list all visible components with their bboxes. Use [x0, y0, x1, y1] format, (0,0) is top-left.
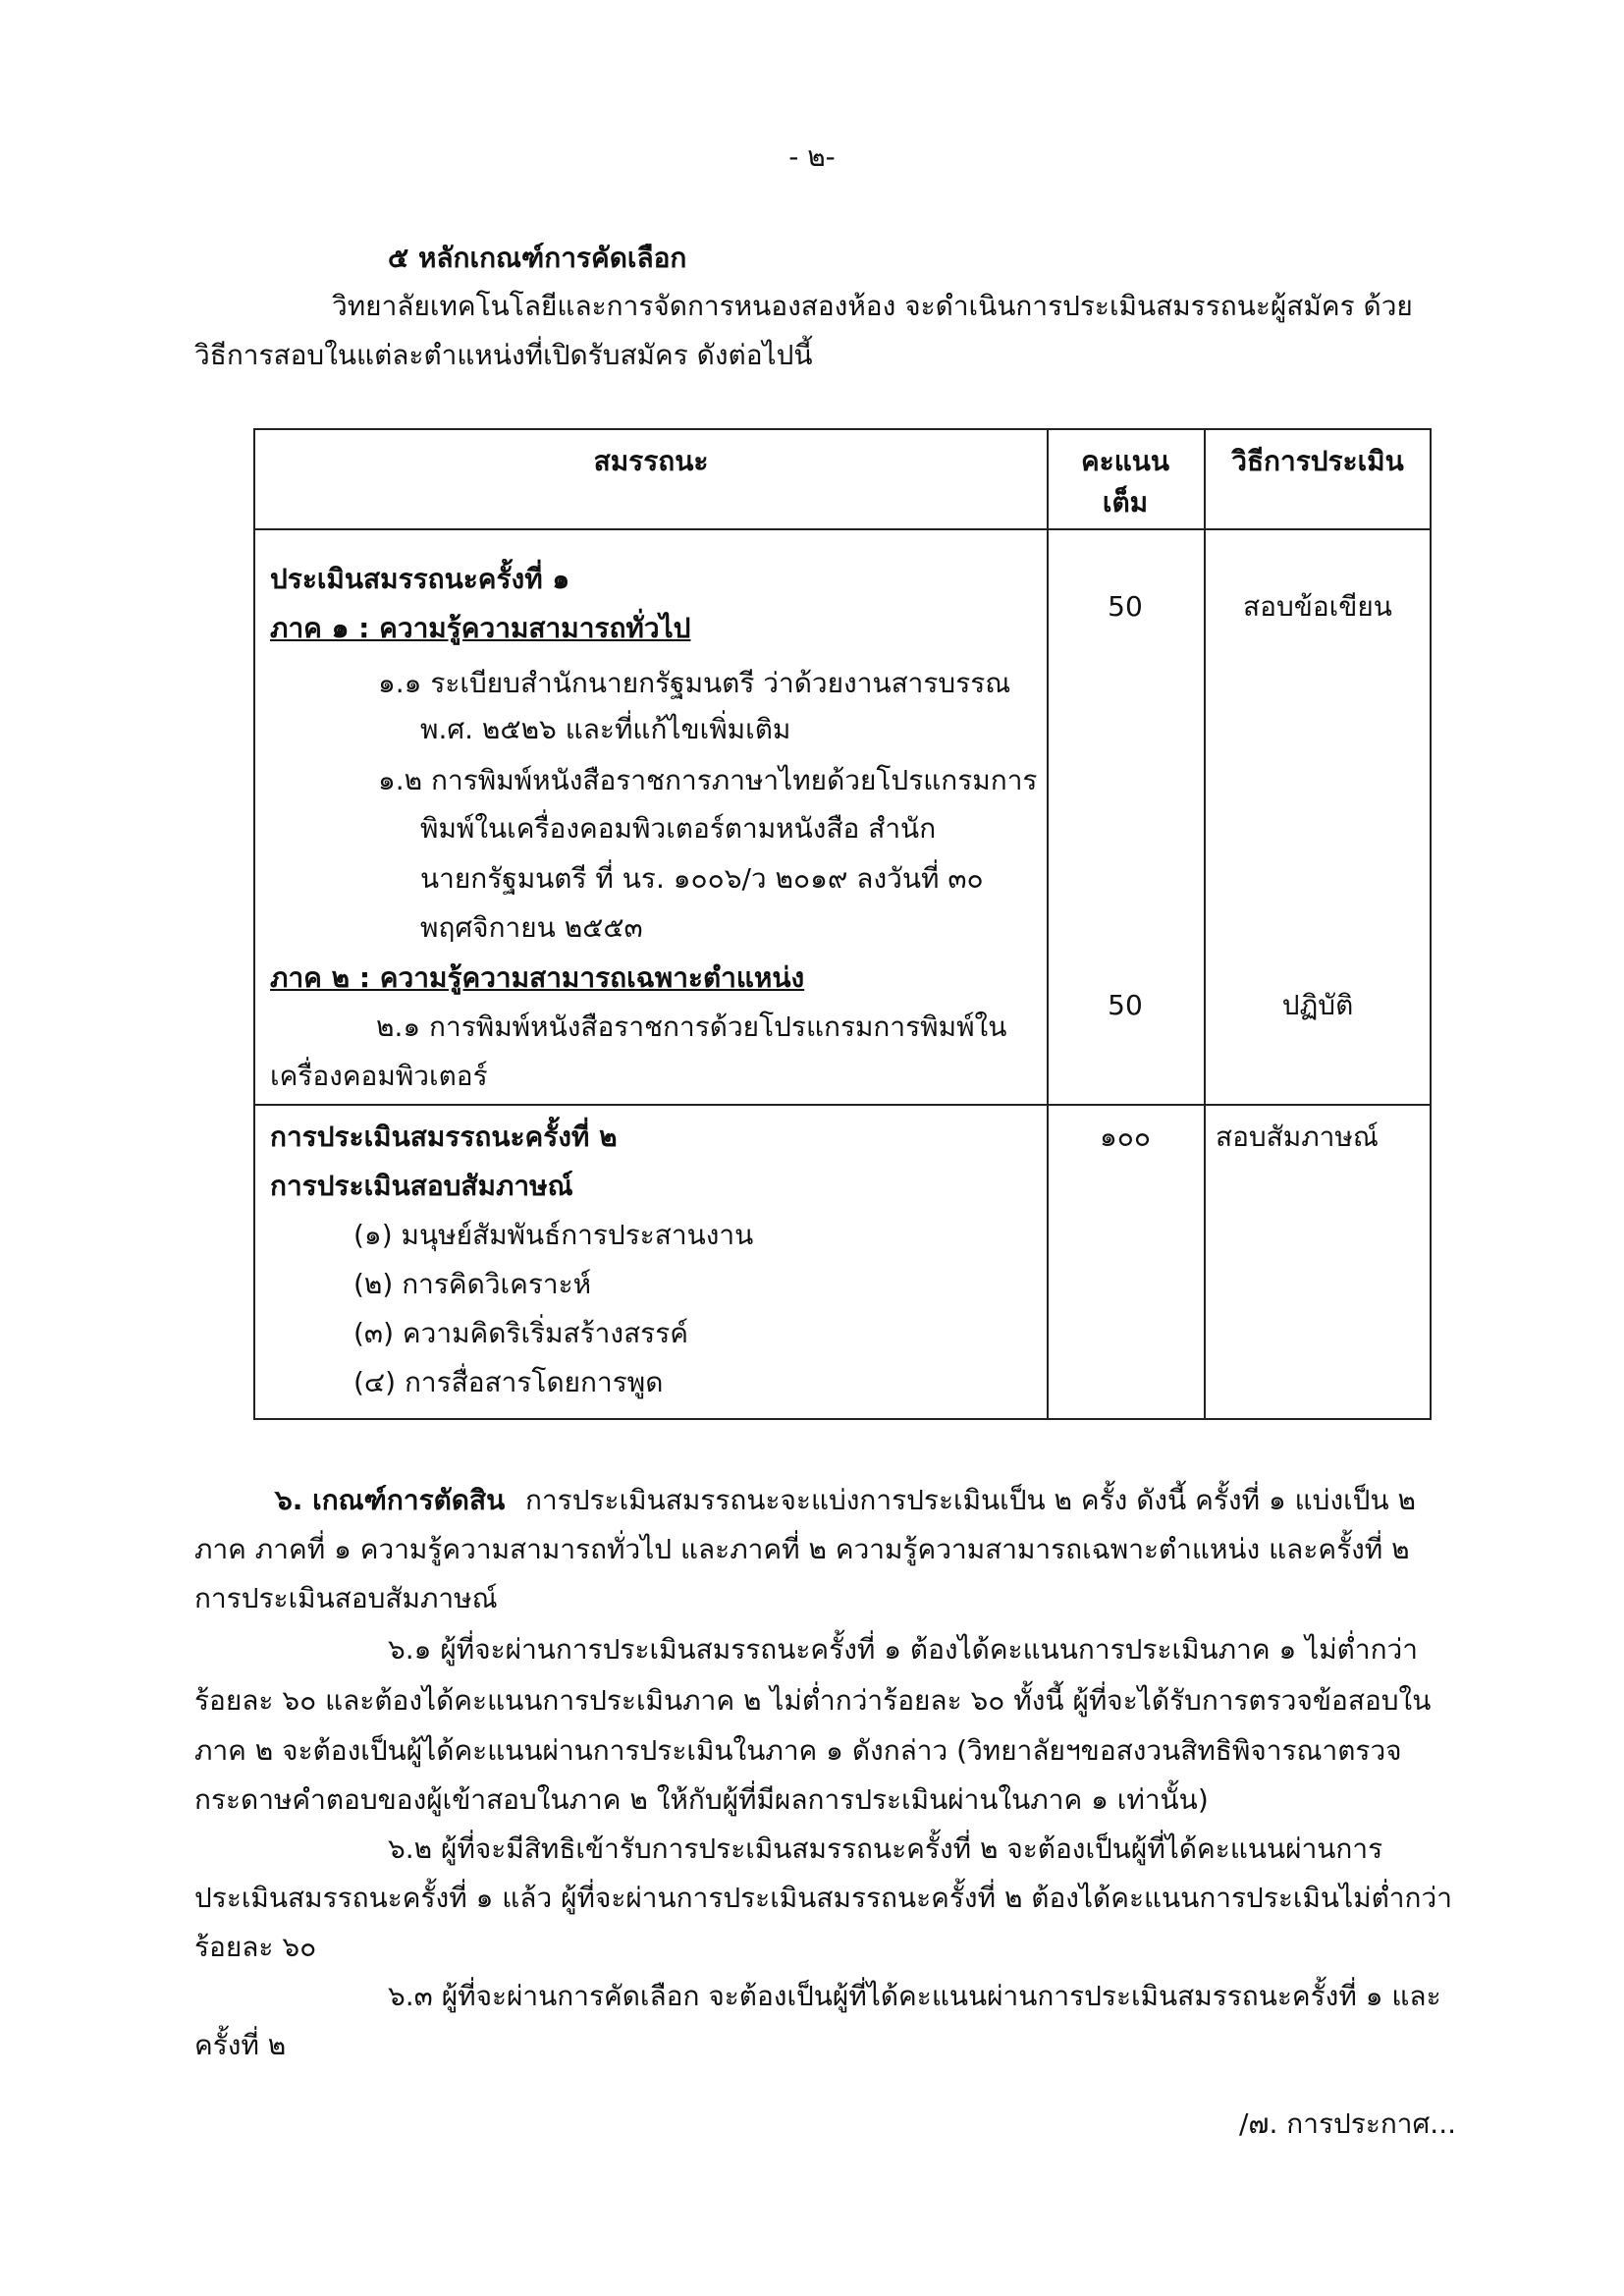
section6-para-line1: การประเมินสมรรถนะจะแบ่งการประเมินเป็น ๒ ครั้ง ดังนี้ ครั้งที่ ๑ แบ่งเป็น ๒	[525, 1484, 1416, 1516]
part2-title: ภาค ๒ : ความรู้ความสามารถเฉพาะตำแหน่ง	[270, 961, 805, 994]
clause-6-3-line1: ๖.๓ ผู้ที่จะผ่านการคัดเลือก จะต้องเป็นผู้ที่ได้คะแนนผ่านการประเมินสมรรถนะครั้งที่ ๑ และ	[388, 1980, 1441, 2012]
section6-para-line3: การประเมินสอบสัมภาษณ์	[194, 1582, 498, 1614]
header-score-line2: เต็ม	[1102, 486, 1149, 519]
part2-score: 50	[1108, 989, 1143, 1021]
clause-6-1-line2: ร้อยละ ๖๐ และต้องได้คะแนนการประเมินภาค ๒ ไม่ต่ำกว่าร้อยละ ๖๐ ทั้งนี้ ผู้ที่จะได้รับการตรวจข้อสอบใน	[194, 1684, 1432, 1717]
round2-method: สอบสัมภาษณ์	[1216, 1121, 1379, 1153]
part1-score: 50	[1108, 590, 1143, 623]
table-divider	[255, 1104, 1430, 1106]
part2-method: ปฏิบัติ	[1281, 989, 1354, 1021]
section6-para-line2: ภาค ภาคที่ ๑ ความรู้ความสามารถทั่วไป และภาคที่ ๒ ความรู้ความสามารถเฉพาะตำแหน่ง และครั้งที่ ๒	[194, 1533, 1410, 1565]
part1-item2-line2: พิมพ์ในเครื่องคอมพิวเตอร์ตามหนังสือ สำนัก	[420, 812, 937, 845]
round2-item: (๓) ความคิดริเริ่มสร้างสรรค์	[353, 1317, 688, 1349]
clause-6-3-line2: ครั้งที่ ๒	[194, 2029, 287, 2061]
round2-item: (๔) การสื่อสารโดยการพูด	[353, 1366, 664, 1398]
part1-method: สอบข้อเขียน	[1243, 590, 1392, 623]
clause-6-2-line1: ๖.๒ ผู้ที่จะมีสิทธิเข้ารับการประเมินสมรรถนะครั้งที่ ๒ จะต้องเป็นผู้ที่ได้คะแนนผ่านการ	[388, 1832, 1383, 1865]
clause-6-1-line1: ๖.๑ ผู้ที่จะผ่านการประเมินสมรรถนะครั้งที่ ๑ ต้องได้คะแนนการประเมินภาค ๑ ไม่ต่ำกว่า	[388, 1633, 1418, 1666]
round2-subtitle: การประเมินสอบสัมภาษณ์	[270, 1170, 573, 1202]
table-divider	[1204, 430, 1206, 1418]
table-divider	[1047, 430, 1049, 1418]
round2-item: (๑) มนุษย์สัมพันธ์การประสานงาน	[353, 1219, 754, 1251]
part1-item2-line4: พฤศจิกายน ๒๕๕๓	[420, 911, 643, 944]
table-divider	[255, 528, 1430, 530]
section6-heading: ๖. เกณฑ์การตัดสิน	[275, 1484, 506, 1516]
part1-item1-line1: ๑.๑ ระเบียบสำนักนายกรัฐมนตรี ว่าด้วยงานสารบรรณ	[378, 667, 1011, 699]
page-footer-continuation: /๗. การประกาศ...	[1239, 2107, 1457, 2140]
page-number: - ๒-	[788, 140, 836, 173]
part1-item2-line3: นายกรัฐมนตรี ที่ นร. ๑๐๐๖/ว ๒๐๑๙ ลงวันที่ ๓๐	[420, 862, 984, 895]
part1-item1-line2: พ.ศ. ๒๕๒๖ และที่แก้ไขเพิ่มเติม	[420, 713, 791, 745]
header-method: วิธีการประเมิน	[1231, 445, 1404, 477]
section5-intro-line2: วิธีการสอบในแต่ละตำแหน่งที่เปิดรับสมัคร ดังต่อไปนี้	[194, 339, 813, 371]
part1-item2-line1: ๑.๒ การพิมพ์หนังสือราชการภาษาไทยด้วยโปรแกรมการ	[378, 764, 1038, 796]
clause-6-1-line4: กระดาษคำตอบของผู้เข้าสอบในภาค ๒ ให้กับผู้ที่มีผลการประเมินผ่านในภาค ๑ เท่านั้น)	[194, 1783, 1209, 1816]
round1-title: ประเมินสมรรถนะครั้งที่ ๑	[270, 563, 570, 595]
clause-6-2-line3: ร้อยละ ๖๐	[194, 1931, 317, 1963]
section5-heading: ๕ หลักเกณฑ์การคัดเลือก	[388, 242, 687, 274]
round2-score: ๑๐๐	[1100, 1121, 1151, 1153]
round2-item: (๒) การคิดวิเคราะห์	[353, 1268, 592, 1300]
part2-item1-line2: เครื่องคอมพิวเตอร์	[270, 1060, 488, 1092]
part1-title: ภาค ๑ : ความรู้ความสามารถทั่วไป	[270, 612, 691, 644]
header-competency: สมรรถนะ	[593, 445, 709, 477]
round2-title: การประเมินสมรรถนะครั้งที่ ๒	[270, 1121, 618, 1153]
clause-6-1-line3: ภาค ๒ จะต้องเป็นผู้ได้คะแนนผ่านการประเมินในภาค ๑ ดังกล่าว (วิทยาลัยฯขอสงวนสิทธิพิจารณาตรวจ	[194, 1734, 1402, 1767]
section5-intro-line1: วิทยาลัยเทคโนโลยีและการจัดการหนองสองห้อง จะดำเนินการประเมินสมรรถนะผู้สมัคร ด้วย	[332, 290, 1413, 322]
clause-6-2-line2: ประเมินสมรรถนะครั้งที่ ๑ แล้ว ผู้ที่จะผ่านการประเมินสมรรถนะครั้งที่ ๒ ต้องได้คะแนนการประเมินไม่ต่ำกว่า	[194, 1882, 1452, 1914]
part2-item1-line1: ๒.๑ การพิมพ์หนังสือราชการด้วยโปรแกรมการพิมพ์ใน	[376, 1011, 1007, 1043]
criteria-table	[253, 428, 1432, 1420]
header-score-line1: คะแนน	[1080, 445, 1170, 477]
